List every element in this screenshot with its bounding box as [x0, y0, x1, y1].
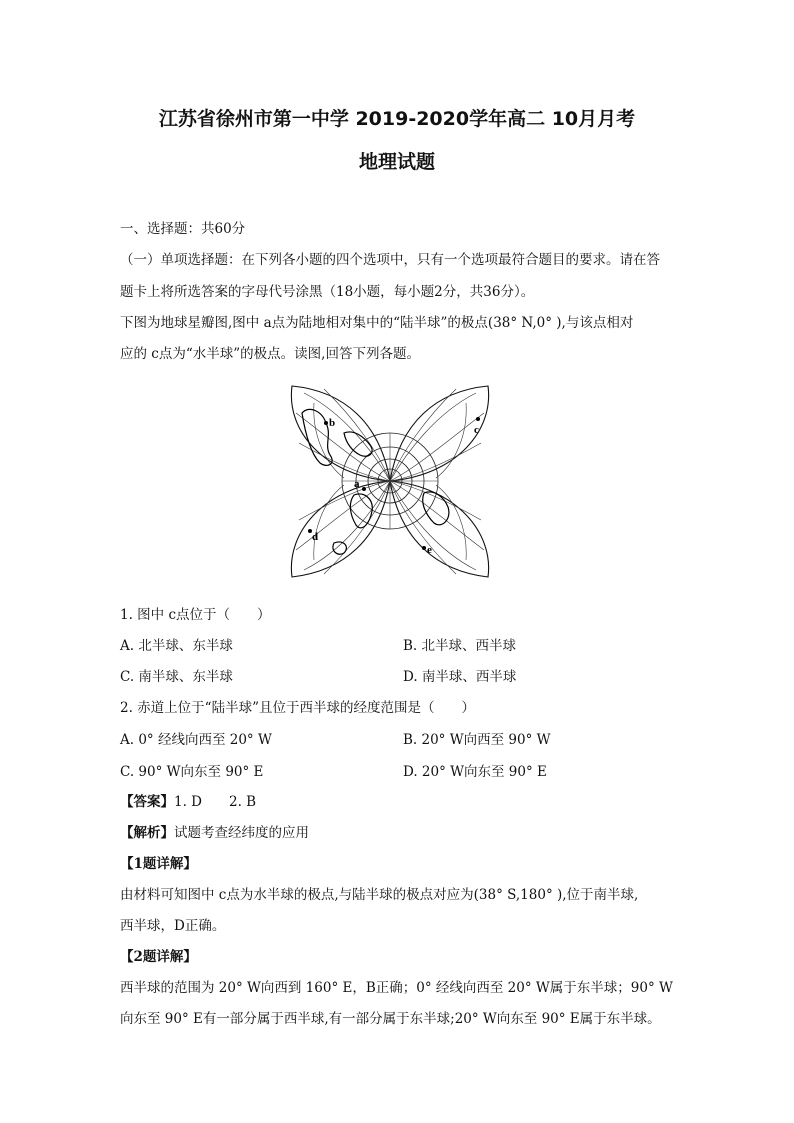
question-1-option-b: B. 北半球、西半球 [403, 638, 517, 654]
figure-label-b: b [329, 417, 336, 429]
detail-2-line-1: 西半球的范围为 20° W向西到 160° E，B正确；0° 经线向西至 20° W属于东半球；90° W [120, 980, 673, 996]
analysis-label: 【解析】 [120, 825, 174, 841]
detail-2-line-2: 向东至 90° E有一部分属于西半球,有一部分属于东半球;20° W向东至 90° E属于东半球。 [120, 1011, 661, 1027]
question-1-option-d: D. 南半球、西半球 [403, 669, 517, 685]
document-subtitle: 地理试题 [358, 151, 435, 173]
instruction-line-1: （一）单项选择题：在下列各小题的四个选项中，只有一个选项最符合题目的要求。请在答 [120, 252, 660, 268]
question-1-text: 1. 图中 c点位于（ ） [120, 607, 271, 623]
document-title: 江苏省徐州市第一中学 2019-2020学年高二 10月月考 [158, 108, 636, 130]
stem-line-1: 下图为地球星瓣图,图中 a点为陆地相对集中的“陆半球”的极点(38° N,0° ),与该点相对 [120, 315, 634, 331]
analysis-line [120, 821, 309, 841]
instruction-line-2: 题卡上将所选答案的字母代号涂黑（18小题，每小题2分，共36分）。 [120, 284, 535, 300]
question-2-option-b: B. 20° W向西至 90° W [403, 732, 551, 748]
figure-label-e: e [427, 544, 432, 556]
figure-label-c: c [474, 424, 479, 436]
figure-label-a: a [354, 478, 360, 490]
answer-line [120, 790, 256, 810]
question-2-option-c: C. 90° W向东至 90° E [120, 764, 264, 780]
detail-2-label: 【2题详解】 [120, 949, 197, 965]
star-petal-map-figure [284, 383, 496, 580]
detail-1-label: 【1题详解】 [120, 856, 197, 872]
stem-line-2: 应的 c点为“水半球”的极点。读图,回答下列各题。 [120, 346, 420, 362]
analysis-text: 试题考查经纬度的应用 [174, 825, 309, 841]
question-2-option-d: D. 20° W向东至 90° E [403, 764, 547, 780]
question-1-option-c: C. 南半球、东半球 [120, 669, 233, 685]
figure-label-d: d [312, 531, 319, 543]
question-1-option-a: A. 北半球、东半球 [120, 638, 233, 654]
detail-1-line-2: 西半球，D正确。 [120, 918, 226, 934]
petal-bottom-left [291, 481, 390, 577]
answer-label: 【答案】 [120, 794, 174, 810]
detail-1-line-1: 由材料可知图中 c点为水半球的极点,与陆半球的极点对应为(38° S,180° ),位于南半球, [120, 887, 639, 903]
question-2-option-a: A. 0° 经线向西至 20° W [120, 732, 272, 748]
answer-text: 1. D 2. B [174, 794, 257, 810]
section-heading: 一、选择题：共60分 [120, 221, 246, 237]
question-2-text: 2. 赤道上位于“陆半球”且位于西半球的经度范围是（ ） [120, 700, 475, 716]
